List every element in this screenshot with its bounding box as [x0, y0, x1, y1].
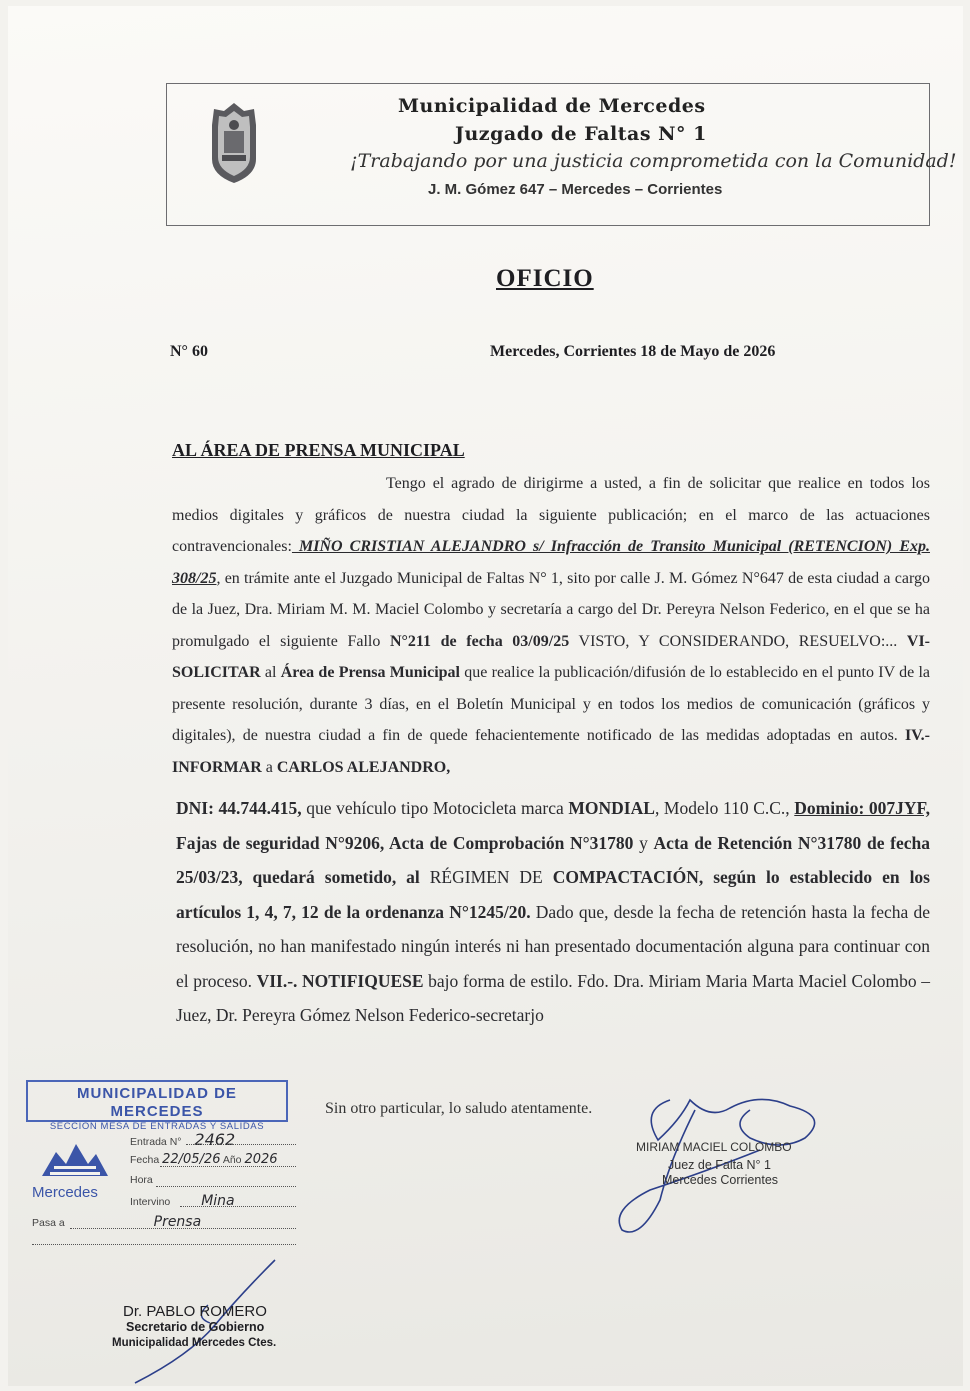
section-vii: VII.-. NOTIFIQUESE: [256, 970, 424, 991]
dotted-line: [180, 1206, 296, 1207]
dotted-line: [186, 1144, 296, 1145]
body-text: Tengo el agrado de dirigirme a usted, a fin de solicitar que realice en todos los medios digitales y gráficos de nuestra ciudad la siguiente publicación; en el marco de las actuaciones contravencionales:: [172, 475, 930, 555]
entrada-value: 2462: [194, 1130, 236, 1149]
dotted-line: [70, 1228, 296, 1229]
case-reference: MIÑO CRISTIAN ALEJANDRO s/ Infracción de Transito Municipal (RETENCION) Exp. 308/25: [172, 538, 930, 587]
person-name: CARLOS ALEJANDRO,: [276, 758, 451, 776]
intervino-label: Intervino: [130, 1196, 171, 1208]
compaction-regime: COMPACTACIÓN, según lo establecido en los artículos 1, 4, 7, 12 de la ordenanza N°1245/20.: [176, 867, 930, 922]
organization-name: Municipalidad de Mercedes: [398, 95, 706, 117]
body-text: al: [260, 664, 281, 681]
dotted-line: [156, 1186, 296, 1187]
secretary-role: Secretario de Gobierno: [126, 1320, 265, 1334]
document-number: N° 60: [170, 343, 208, 360]
court-address: J. M. Gómez 647 – Mercedes – Corrientes: [428, 181, 723, 198]
municipal-crest-icon: [204, 97, 264, 187]
intervino-value: Mina: [201, 1193, 235, 1209]
court-name: Juzgado de Faltas N° 1: [455, 123, 707, 145]
retention-act: Acta de Retención N°31780 de fecha 25/03/23, quedará sometido, al: [176, 832, 931, 887]
pasa-label: Pasa a: [32, 1217, 65, 1229]
body-text: que realice la publicación/difusión de lo establecido en el punto IV de la presente resolución, durante 3 días, en el Boletín Municipal y en todos los medios de comunicación (gráficos y digitales), de nuestra ciudad a fin de quede fehacientemente notificado de las medidas adoptadas en autos.: [172, 664, 931, 744]
dotted-line: [32, 1244, 296, 1245]
body-text: bajo forma de estilo. Fdo. Dra. Miriam Maria Marta Maciel Colombo – Juez, Dr. Pereyra Gómez Nelson Federico-secretarjo: [176, 970, 930, 1025]
body-text: RÉGIMEN DE: [419, 867, 553, 887]
section-iv: IV.- INFORMAR: [172, 727, 930, 776]
document-title: OFICIO: [496, 265, 594, 292]
body-paragraph-2: [176, 791, 930, 1033]
pasa-value: Prensa: [153, 1214, 202, 1230]
anio-value: 2026: [244, 1152, 278, 1167]
fecha-value: 22/05/26: [162, 1152, 221, 1167]
stamp-city: Mercedes: [32, 1184, 98, 1201]
motto: ¡Trabajando por una justicia comprometida con la Comunidad!: [350, 150, 957, 172]
body-text: a: [261, 758, 277, 776]
dotted-line: [160, 1166, 296, 1167]
judge-role: Juez de Falta N° 1: [668, 1158, 771, 1172]
body-text: Dado que, desde la fecha de retención hasta la fecha de resolución, no han manifestado ningún interés ni han presentado documentación alguna para continuar con el proceso.: [176, 901, 930, 991]
body-paragraph-1: [172, 468, 930, 783]
mercedes-logo-icon: [36, 1136, 114, 1184]
vehicle-domain: Dominio: 007JYF,: [794, 798, 930, 818]
stamp-subtitle: SECCION MESA DE ENTRADAS Y SALIDAS: [49, 1121, 265, 1132]
body-text: , en trámite ante el Juzgado Municipal de Faltas N° 1, sito por calle J. M. Gómez N°647 de esta ciudad a cargo de la Juez, Dra. Miriam M. M. Maciel Colombo y secretaría a cargo del Dr. Pereyra Nelson Federico, en el que se ha promulgado el siguiente Fallo: [172, 569, 930, 650]
hora-label: Hora: [130, 1174, 153, 1186]
secretary-place: Municipalidad Mercedes Ctes.: [112, 1337, 277, 1349]
security-seals: Fajas de seguridad N°9206, Acta de Comprobación N°31780: [176, 832, 634, 853]
reception-stamp: [26, 1080, 288, 1132]
body-text: y: [633, 832, 654, 853]
fecha-field: [130, 1152, 278, 1167]
body-text: VISTO, Y CONSIDERANDO, RESUELVO:...: [569, 632, 907, 650]
ruling-reference: N°211 de fecha 03/09/25: [389, 632, 570, 650]
body-text: que vehículo tipo Motocicleta marca: [301, 798, 569, 818]
section-vi: VI- SOLICITAR: [172, 632, 930, 681]
secretary-name: Dr. PABLO ROMERO: [123, 1303, 267, 1320]
body-text: , Modelo 110 C.C.,: [654, 798, 795, 818]
entrada-label: Entrada N°: [130, 1136, 182, 1148]
judge-place: Mercedes Corrientes: [662, 1173, 779, 1187]
judge-name: MIRIAM MACIEL COLOMBO: [636, 1140, 792, 1154]
stamp-title: MUNICIPALIDAD DE MERCEDES: [77, 1085, 237, 1120]
anio-label: Año: [222, 1154, 242, 1166]
fecha-label: Fecha: [130, 1154, 160, 1166]
press-area: Área de Prensa Municipal: [280, 664, 460, 681]
closing-line: Sin otro particular, lo saludo atentamente.: [325, 1100, 593, 1117]
dni: DNI: 44.744.415,: [176, 798, 302, 818]
recipient: AL ÁREA DE PRENSA MUNICIPAL: [172, 440, 465, 460]
hora-field: [130, 1174, 153, 1186]
entrada-field: [130, 1130, 235, 1149]
vehicle-brand: MONDIAL: [568, 798, 655, 818]
place-date: Mercedes, Corrientes 18 de Mayo de 2026: [490, 343, 776, 360]
